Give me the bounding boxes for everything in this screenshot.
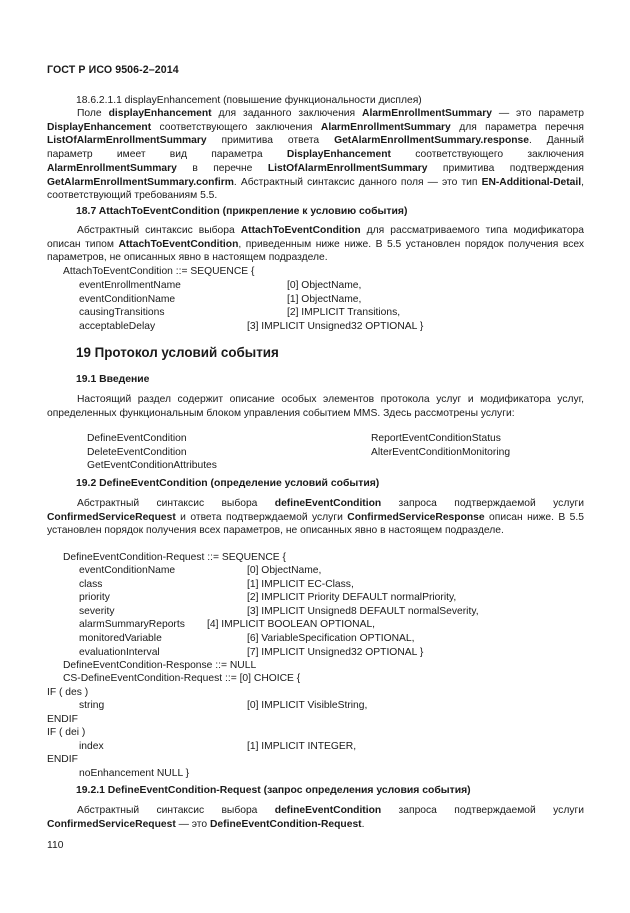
- code-field-type: [6] VariableSpecification OPTIONAL,: [247, 633, 415, 644]
- text-run: .: [361, 818, 365, 830]
- service-name: ReportEventConditionStatus: [371, 433, 501, 444]
- bold-term: DisplayEnhancement: [47, 121, 152, 133]
- paragraph: [47, 107, 584, 203]
- bold-term: defineEventCondition: [274, 805, 382, 816]
- bold-term: AlarmEnrollmentSummary: [47, 162, 177, 174]
- bold-term: ConfirmedServiceRequest: [47, 511, 176, 523]
- text-run: Абстрактный синтаксис выбора: [77, 498, 275, 509]
- bold-term: ListOfAlarmEnrollmentSummary: [267, 162, 428, 174]
- subsection-title: 18.6.2.1.1 displayEnhancement (повышение функциональности дисплея): [76, 95, 422, 106]
- text-run: соответствующего заключения: [391, 149, 584, 161]
- page-number: 110: [47, 840, 64, 851]
- code-field-type: [2] IMPLICIT Transitions,: [287, 307, 401, 319]
- bold-term: GetAlarmEnrollmentSummary.confirm: [47, 176, 234, 188]
- text-run: для рассматриваемого типа модификатора описан типом: [47, 225, 584, 250]
- text-run: , приведенным ниже ниже. В 5.5 установлен порядок получения всех параметров, не описанных явно в настоящем подразделе.: [47, 238, 584, 264]
- text-run: , соответствующий требованиям 5.5.: [47, 176, 584, 202]
- code-field-name: monitoredVariable: [79, 633, 162, 644]
- text-run: Поле: [77, 108, 109, 119]
- code-line: [0] IMPLICIT VisibleString,: [247, 700, 368, 711]
- service-name: AlterEventConditionMonitoring: [371, 447, 511, 458]
- code-line: ENDIF: [47, 714, 78, 725]
- bold-term: EN-Additional-Detail: [481, 176, 582, 188]
- code-field-name: eventConditionName: [79, 565, 176, 576]
- code-line: AttachToEventCondition ::= SEQUENCE {: [63, 266, 255, 277]
- service-name: GetEventConditionAttributes: [87, 460, 217, 471]
- code-field-name: eventConditionName: [79, 293, 176, 305]
- text-run: . Данный параметр имеет вид параметра: [47, 135, 584, 161]
- section-heading: 19.2.1 DefineEventCondition-Request (запрос определения условия события): [76, 785, 471, 796]
- code-field-type: [7] IMPLICIT Unsigned32 OPTIONAL }: [247, 646, 424, 658]
- paragraph: [47, 224, 584, 265]
- section-heading: 18.7 AttachToEventCondition (прикрепление к условию события): [76, 206, 408, 217]
- text-run: описан ниже. В 5.5 установлен порядок получения всех параметров, не описанных явно в настоящем подразделе.: [47, 511, 585, 537]
- bold-term: AttachToEventCondition: [240, 225, 361, 236]
- service-name: DeleteEventCondition: [87, 447, 187, 458]
- code-line: string: [79, 700, 105, 711]
- text-run: Абстрактный синтаксис выбора: [77, 225, 241, 236]
- code-line: DefineEventCondition-Request ::= SEQUENCE {: [63, 552, 286, 563]
- code-line: noEnhancement NULL }: [79, 768, 190, 779]
- text-run: соответствующего заключения: [151, 121, 321, 133]
- code-field-type: [1] ObjectName,: [287, 293, 362, 305]
- text-run: Абстрактный синтаксис выбора: [77, 805, 275, 816]
- code-line: DefineEventCondition-Response ::= NULL: [63, 660, 257, 671]
- code-line: [1] IMPLICIT INTEGER,: [247, 741, 357, 752]
- bold-term: AlarmEnrollmentSummary: [362, 108, 492, 119]
- text-run: для заданного заключения: [211, 108, 363, 119]
- text-run: . Абстрактный синтаксис данного поля — это тип: [233, 176, 482, 188]
- code-field-type: [2] IMPLICIT Priority DEFAULT normalPriority,: [247, 592, 457, 604]
- code-field-type: [3] IMPLICIT Unsigned32 OPTIONAL }: [247, 320, 424, 332]
- paragraph: [47, 497, 584, 538]
- code-field-name: acceptableDelay: [79, 320, 156, 332]
- text-run: примитива подтверждения: [427, 162, 585, 174]
- bold-term: ListOfAlarmEnrollmentSummary: [47, 135, 207, 147]
- bold-term: GetAlarmEnrollmentSummary.response: [334, 135, 529, 147]
- document-header: ГОСТ Р ИСО 9506-2–2014: [47, 64, 179, 76]
- code-line: IF ( des ): [47, 687, 89, 698]
- text-run: для параметра перечня: [450, 121, 584, 133]
- code-field-type: [0] ObjectName,: [287, 280, 362, 291]
- code-field-name: priority: [79, 592, 110, 604]
- code-line: index: [79, 741, 104, 752]
- code-line: CS-DefineEventCondition-Request ::= [0] CHOICE {: [63, 673, 301, 684]
- chapter-heading: 19 Протокол условий события: [76, 345, 279, 360]
- code-field-name: alarmSummaryReports: [79, 619, 185, 631]
- section-heading: 19.1 Введение: [76, 374, 150, 385]
- bold-term: AttachToEventCondition: [118, 238, 239, 250]
- bold-term: DisplayEnhancement: [286, 149, 391, 161]
- code-field-name: causingTransitions: [79, 307, 165, 319]
- text-run: запроса подтверждаемой услуги: [381, 805, 584, 816]
- text-run: — это параметр: [491, 108, 584, 119]
- section-heading: 19.2 DefineEventCondition (определение условий события): [76, 478, 380, 489]
- code-field-type: [3] IMPLICIT Unsigned8 DEFAULT normalSeverity,: [247, 605, 479, 617]
- code-line: IF ( dei ): [47, 727, 86, 738]
- code-field-type: [1] IMPLICIT EC-Class,: [247, 578, 354, 590]
- text-run: — это: [175, 818, 210, 830]
- text-run: в перечне: [176, 162, 268, 174]
- bold-term: DefineEventCondition-Request: [210, 818, 362, 830]
- code-field-type: [0] ObjectName,: [247, 565, 322, 576]
- service-name: DefineEventCondition: [87, 433, 187, 444]
- code-line: ENDIF: [47, 754, 78, 765]
- code-field-name: severity: [79, 605, 115, 617]
- bold-term: defineEventCondition: [274, 498, 382, 509]
- bold-term: displayEnhancement: [108, 108, 212, 119]
- text-run: запроса подтверждаемой услуги: [381, 498, 584, 509]
- code-field-name: class: [79, 578, 103, 590]
- code-field-type: [4] IMPLICIT BOOLEAN OPTIONAL,: [207, 619, 376, 631]
- paragraph: Настоящий раздел содержит описание особых элементов протокола услуг и модификатора услуг, определенных функциональным блоком управления событием MMS. Здесь рассмотрены услуги:: [47, 394, 584, 419]
- paragraph: [47, 804, 584, 831]
- bold-term: AlarmEnrollmentSummary: [320, 121, 451, 133]
- code-field-name: evaluationInterval: [79, 646, 160, 658]
- text-run: и ответа подтверждаемой услуги: [175, 511, 348, 523]
- code-field-name: eventEnrollmentName: [79, 280, 181, 291]
- bold-term: ConfirmedServiceResponse: [347, 511, 485, 523]
- bold-term: ConfirmedServiceRequest: [47, 818, 176, 830]
- text-run: примитива ответа: [206, 135, 335, 147]
